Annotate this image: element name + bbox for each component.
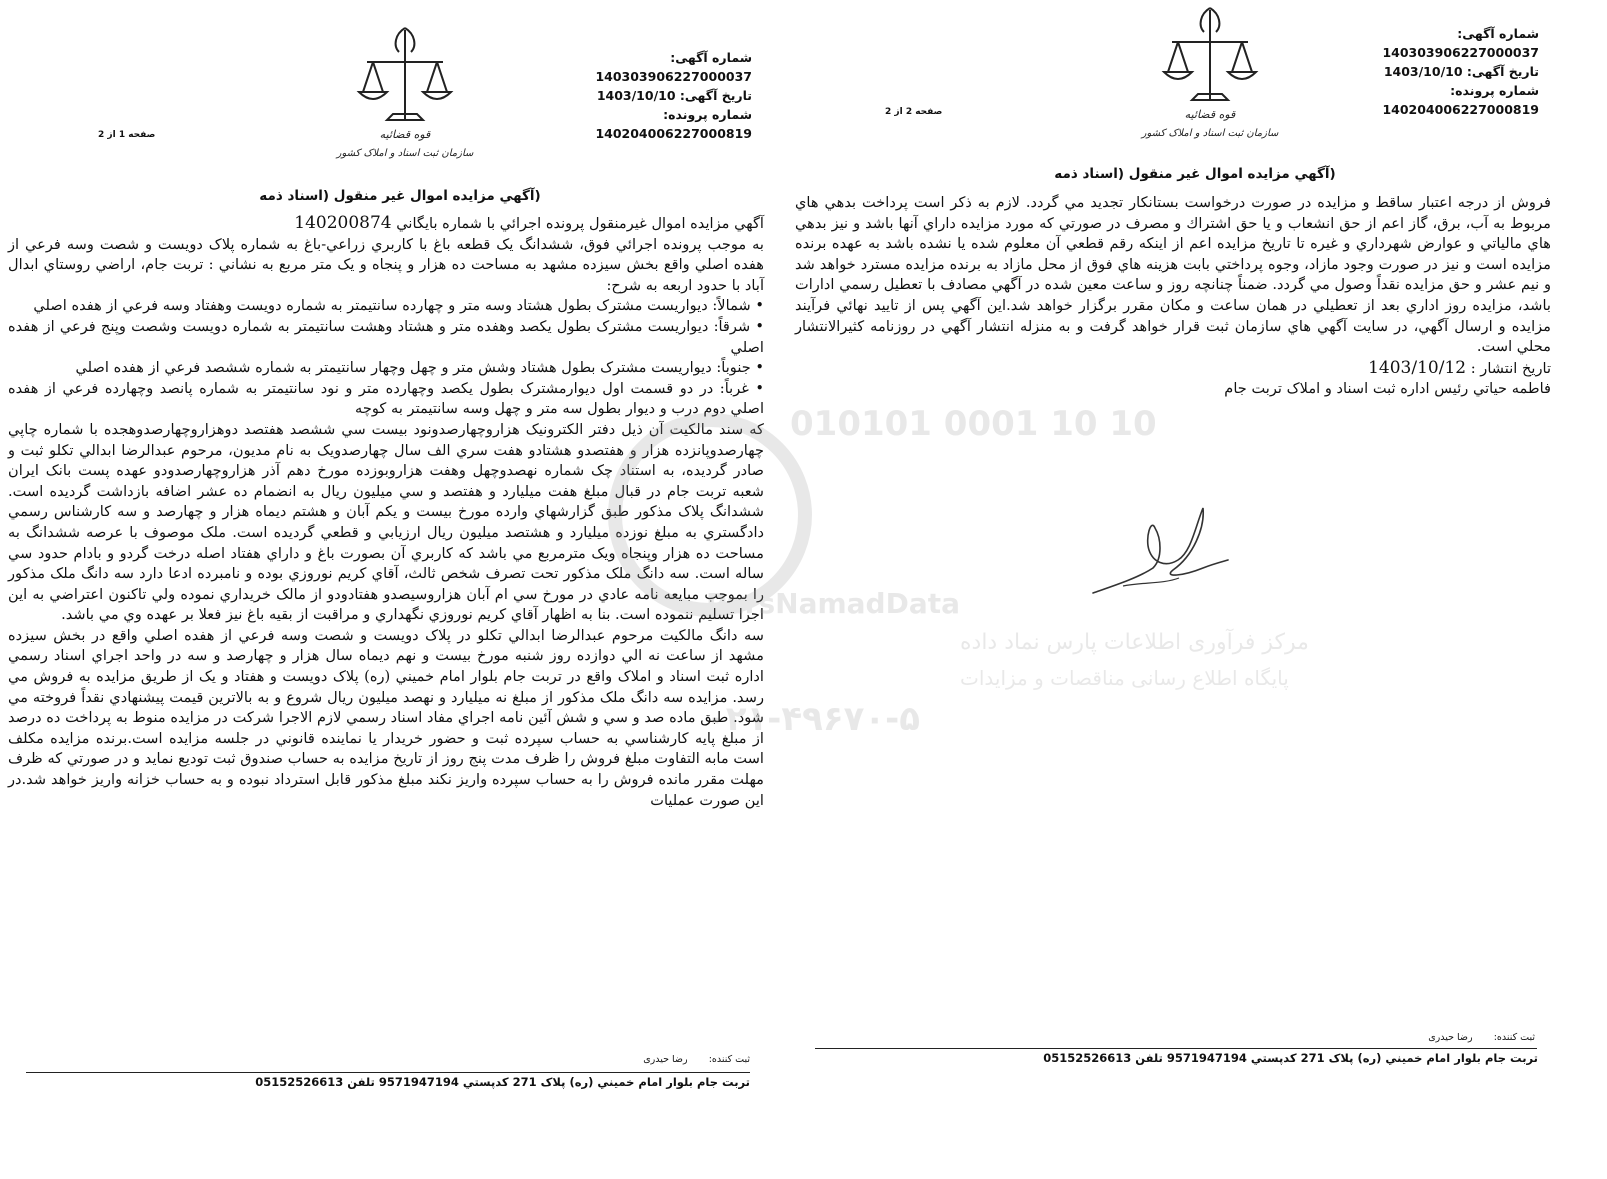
intro-paragraph: آگهي مزايده اموال غيرمنقول پرونده اجرائي با شماره بايگاني 140200874 — [294, 213, 764, 233]
handwritten-signature-icon — [1083, 498, 1233, 608]
notice-number-row: شماره آگهی: 140303906227000037 — [1382, 26, 1539, 60]
notice-date: 1403/10/10 — [1383, 64, 1463, 79]
registrar-name: رضا حیدری — [643, 1054, 688, 1065]
boundary-north: • شمالاً: ديواريست مشترک بطول هشتاد وسه متر و چهارده سانتيمتر به شماره دويست وهفتاد وسه فرعي از هفده اصلي — [33, 297, 764, 315]
notice-page-1 — [0, 0, 790, 1179]
org-name-bottom: سازمان ثبت اسناد و املاک کشور — [336, 148, 474, 159]
watermark-line2: پایگاه اطلاع رسانی مناقصات و مزایدات — [960, 666, 1289, 690]
office-address: تربت جام بلوار امام خميني (ره) پلاک 271 کدپستي 9571947194 تلفن 05152526613 — [255, 1075, 750, 1089]
watermark-phone: ۰۲۱-۴۹۶۷۰-۵ — [705, 699, 920, 739]
notice-title: (آگهي مزايده اموال غير منقول (اسناد ذمه — [259, 188, 541, 204]
publish-date-row: تاريخ انتشار : 1403/10/12 — [1368, 357, 1551, 378]
publish-date: 1403/10/12 — [1368, 357, 1467, 378]
watermark-digits: 010101 0001 10 10 — [790, 404, 1157, 444]
notice-date-row: تاریخ آگهی: 1403/10/10 — [1383, 64, 1539, 79]
boundary-south: • جنوباً: ديواريست مشترک بطول هشتاد وشش متر و چهل وچهار سانتيمتر به شماره ششصد فرعي از هفده اصلي — [75, 359, 764, 377]
watermark-brand: ParsNamadData — [706, 587, 960, 620]
judiciary-scales-emblem-icon — [1140, 0, 1280, 150]
footer-divider — [815, 1048, 1537, 1049]
footer-divider — [26, 1072, 750, 1073]
watermark-line1: مرکز فرآوری اطلاعات پارس نماد داده — [960, 630, 1309, 655]
notice-number-row: شماره آگهی: 140303906227000037 — [595, 50, 752, 84]
signatory: فاطمه حياتي رئيس اداره ثبت اسناد و املاک تربت جام — [1224, 380, 1551, 398]
boundary-east: • شرقاً: ديواريست مشترک بطول يکصد وهفده متر و هشتاد وهشت سانتيمتر به شماره دويست وشصت وپنج فرعي از هفده اصلي — [8, 317, 764, 356]
registrar-name: رضا حیدری — [1428, 1032, 1473, 1043]
org-name-top: قوه قضائیه — [1184, 108, 1236, 121]
file-number-row: شماره پرونده: 140204006227000819 — [1382, 83, 1539, 117]
notice-body — [795, 193, 1551, 400]
body-paragraph: که سند مالکيت آن ذيل دفتر الکترونيک هزاروچهارصدونود بيست سي ششصد هفتصد دوهزاروچهارصدوهجده با شماره چاپي چهارصدوپانزده هزار و هفتصدو هشتادو هفت سري الف سال چهارصدويک به نام مديون، مرحوم عبدالرضا ابدالي تكلو ثبت و صادر گرديده، به استناد چک شماره نهصدوچهل وهفت هزاروبوزده مورخ دهم آذر هزاروچهارصدودو عهده پست بانک ايران شعبه تربت جام در قبال مبلغ هفت ميليارد و هفتصد و سي ميليون ريال به انضمام ده عشر اضافه بازداشت گرديده است. ششدانگ پلاک مذکور طبق گزارشهاي وارده مورخ بيست و يکم آبان و هشتم ديماه هزار و چهارصد و سه کارشناس رسمي دادگستري به مبلغ نوزده ميليارد و هشتصد ميليون ريال ارزيابي و قطعي گرديده است. ملک موصوف با عرصه ششدانگ به مساحت ده هزار وپنجاه ويک مترمربع مي باشد که کاربري آن بصورت باغ و داراي هفتاد اصله درخت گردو و بادام حدود سي ساله است. سه دانگ ملک مذکور تحت تصرف شخص ثالث، آقاي كريم نوروزي بوده و نامبرده ادعا دارد سه دانگ ملک مذکور را بموجب مبايعه نامه عادي در مورخ سي ام آبان هزاروسيصدو هفتادودو از مالک خريداري نموده ولي تاکنون اعتراضي به اين اجرا تسليم ننموده است. بنا به اظهار آقاي كريم نوروزي نگهداري و مراقبت از بقيه باغ نيز فعلا بر عهده وي مي باشد. — [8, 420, 764, 624]
registrar-row: ثبت کننده: رضا حیدری — [1428, 1032, 1535, 1043]
archive-number: 140200874 — [294, 213, 392, 233]
notice-date: 1403/10/10 — [596, 88, 676, 103]
page-number: صفحه 1 از 2 — [98, 130, 156, 140]
registrar-row: ثبت کننده: رضا حیدری — [643, 1054, 750, 1065]
boundary-west: • غرباً: در دو قسمت اول ديوارمشترک بطول يکصد وچهارده متر و نود سانتيمتر به شماره پانصد وچهارده فرعي از هفده اصلي دوم درب و ديوار بطول سه متر و چهل وسه سانتيمتر به کوچه — [8, 379, 764, 418]
notice-number: 140303906227000037 — [1382, 45, 1539, 60]
page-number: صفحه 2 از 2 — [885, 107, 943, 117]
file-number-row: شماره پرونده: 140204006227000819 — [595, 107, 752, 141]
judiciary-scales-emblem-icon — [335, 20, 475, 170]
body-paragraph: سه دانگ مالکيت مرحوم عبدالرضا ابدالي تكلو در پلاک دويست و شصت وسه فرعي از هفده اصلي واقع در بخش سيزده مشهد از ساعت نه الي دوازده روز شنبه مورخ بيست و نهم ديماه سال هزار و چهارصد و سه در واحد اجراي اسناد رسمي اداره ثبت اسناد و املاک واقع در تربت جام بلوار امام خميني (ره) پلاک دويست و هفتاد و يک از طريق مزايده به فروش مي رسد. مزايده سه دانگ ملک مذکور از مبلغ نه ميليارد و نهصد ميليون ريال شروع و به بالاترين قيمت پيشنهادي نقداً فروخته مي شود. طبق ماده صد و سي و شش آئين نامه اجراي مفاد اسناد رسمي لازم الاجرا شرکت در مزايده منوط به پرداخت ده درصد از مبلغ پايه کارشناسي به حساب سپرده ثبت و حضور خريدار يا نماينده قانوني در جلسه مزايده است.برنده مزايده مكلف است مابه التفاوت مبلغ فروش را ظرف مدت پنج روز از تاريخ مزايده به حساب صندوق ثبت توديع نمايد و در صورتي كه ظرف مهلت مقرر مانده فروش را به حساب سپرده واريز نكند مبلغ مذكور قابل استرداد نبوده و به حساب خزانه واريز خواهد شد.در اين صورت عمليات — [8, 626, 764, 809]
notice-number: 140303906227000037 — [595, 69, 752, 84]
org-name-top: قوه قضائیه — [379, 128, 431, 141]
notice-meta — [1307, 24, 1539, 119]
file-number: 140204006227000819 — [595, 126, 752, 141]
notice-meta — [520, 48, 752, 143]
notice-body — [8, 213, 764, 811]
notice-date-row: تاریخ آگهی: 1403/10/10 — [596, 88, 752, 103]
body-paragraph: به موجب پرونده اجرائي فوق، ششدانگ يک قطعه باغ با کاربري زراعي-باغ به شماره پلاک دويست و شصت وسه فرعي از هفده اصلي واقع بخش سيزده مشهد به مساحت ده هزار و پنجاه و يک متر مربع به نشاني : تربت جام، اراضي روستاي ابدال آباد با حدود اربعه به شرح: — [8, 235, 764, 294]
body-paragraph: فروش از درجه اعتبار ساقط و مزايده در صورت درخواست بستانكار تجديد مي گردد. لازم به ذكر است پرداخت بدهي هاي مربوط به آب، برق، گاز اعم از حق انشعاب و يا حق اشتراك و مصرف در صورتي كه مورد مزايده داراي آنها باشد و نيز بدهي هاي مالياتي و عوارض شهرداري و غيره تا تاريخ مزايده اعم از اينكه رقم قطعي آن معلوم شده يا نشده باشد به عهده برنده مزايده است و نيز در صورت وجود مازاد، وجوه پرداختي بابت هزينه هاي فوق از محل مازاد به برنده مزايده مسترد خواهد شد و نيم عشر و حق مزايده نقداً وصول مي گردد. ضمناً چنانچه روز و ساعت معين شده در آگهي مصادف با تعطيل رسمي ادارات باشد، مزايده روز اداري بعد از تعطيلي در همان ساعت و مكان مقرر برگزار خواهد شد.اين آگهي پس از تاييد نهائي فرآيند مزايده و ارسال آگهي، در سايت آگهي هاي سازمان ثبت قرار خواهد گرفت و به منزله انتشار آگهي در روزنامه كثيرالانتشار محلي است. — [795, 194, 1551, 356]
org-name-bottom: سازمان ثبت اسناد و املاک کشور — [1141, 128, 1279, 139]
notice-title: (آگهي مزايده اموال غير منقول (اسناد ذمه — [1054, 166, 1336, 182]
file-number: 140204006227000819 — [1382, 102, 1539, 117]
office-address: تربت جام بلوار امام خميني (ره) پلاک 271 کدپستي 9571947194 تلفن 05152526613 — [1043, 1051, 1538, 1065]
